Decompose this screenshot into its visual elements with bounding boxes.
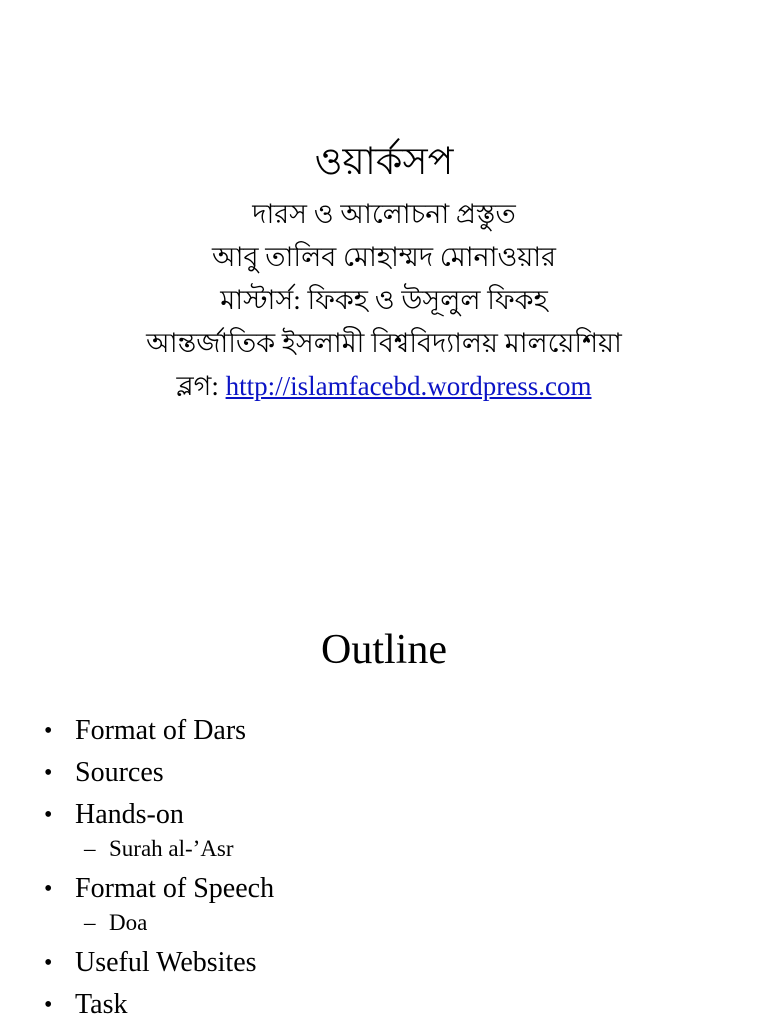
outline-subitem [44, 904, 274, 942]
bullet-icon: • [44, 992, 53, 1018]
outline-subitem-label: Surah al-’Asr [109, 836, 234, 861]
author-university: আন্তর্জাতিক ইসলামী বিশ্ববিদ্যালয় মালয়েশিয়া [146, 328, 622, 358]
outline-item-label: Task [75, 989, 128, 1020]
outline-item-label: Useful Websites [75, 947, 257, 978]
author-name: আবু তালিব মোহাম্মদ মোনাওয়ার [212, 242, 556, 272]
bullet-icon: • [44, 950, 53, 976]
dash-icon: – [84, 910, 96, 935]
outline-title: Outline [321, 627, 447, 673]
slide-title: ওয়ার্কসপ [314, 141, 454, 183]
bullet-icon: • [44, 760, 53, 786]
bullet-icon: • [44, 718, 53, 744]
outline-item-label: Format of Dars [75, 715, 247, 746]
outline-slide [0, 512, 768, 1024]
outline-item [44, 942, 274, 984]
author-info [0, 193, 768, 408]
outline-item-label: Sources [75, 757, 164, 788]
blog-line [0, 365, 768, 408]
blog-label: ব্লগ: [176, 371, 219, 401]
subtitle-line: দারস ও আলোচনা প্রস্তুত [252, 199, 516, 229]
outline-item-label: Hands-on [75, 799, 184, 830]
title-slide [0, 0, 768, 512]
outline-item [44, 752, 274, 794]
outline-list [44, 710, 274, 1026]
dash-icon: – [84, 836, 96, 861]
bullet-icon: • [44, 876, 53, 902]
outline-subitem [44, 830, 274, 868]
author-degree: মাস্টার্স: ফিকহ ও উসূলুল ফিকহ [220, 285, 548, 315]
outline-item [44, 984, 274, 1026]
outline-subitem-label: Doa [109, 910, 148, 935]
bullet-icon: • [44, 802, 53, 828]
outline-item-label: Format of Speech [75, 873, 275, 904]
blog-link[interactable]: http://islamfacebd.wordpress.com [225, 371, 592, 401]
outline-item [44, 710, 274, 752]
